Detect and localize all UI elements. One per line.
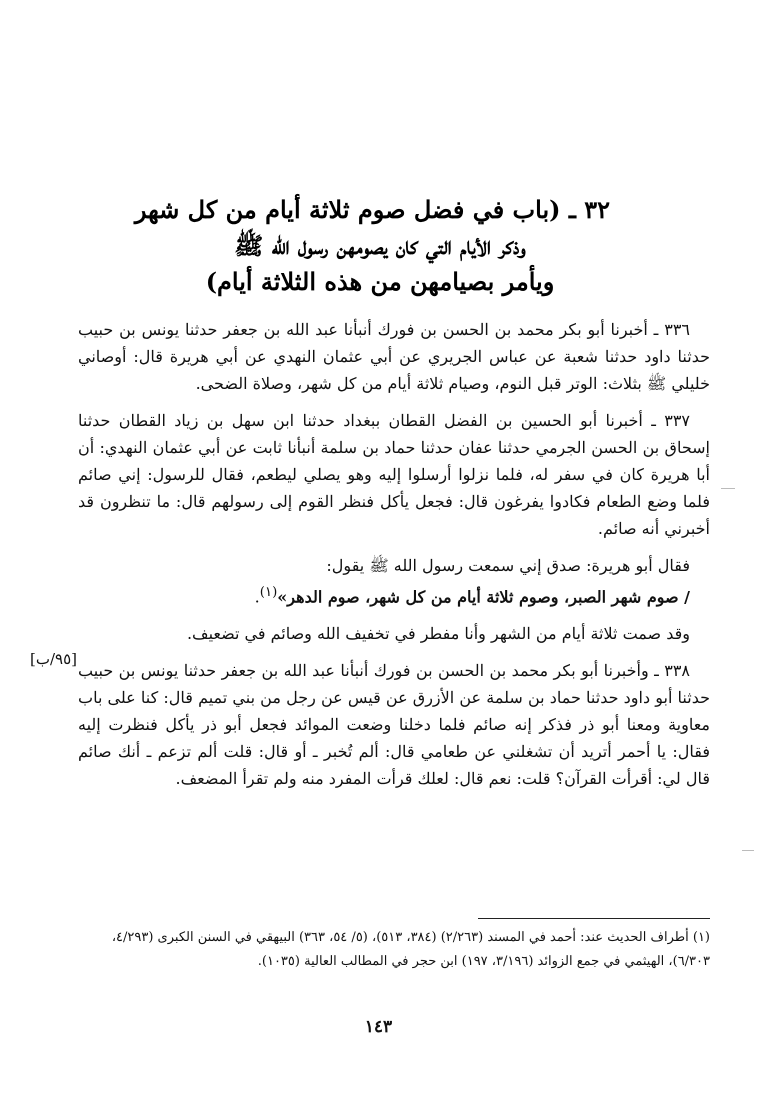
- heading-line-1: ٣٢ ـ (باب في فضل صوم ثلاثة أيام من كل شهر: [134, 195, 610, 224]
- hadith-337-quote: / صوم شهر الصبر، وصوم ثلاثة أيام من كل شهر، صوم الدهر»$^{(١)}$.: [254, 585, 690, 607]
- scan-speck: [721, 488, 735, 489]
- scan-speck: [742, 850, 754, 851]
- footnote: (١) أطراف الحديث عند: أحمد في المسند (٢/٢٦٣) (٣٨٤، ٥١٣)، (٥/ ٥٤، ٣٦٣) البيهقي في السنن الكبرى (٤/٢٩٣، ٦/٣٠٣)، الهيثمي في جمع الزوائد (٣/١٩٦، ١٩٧) ابن حجر في المطالب العالية (١٠٣٥).: [111, 930, 710, 969]
- hadith-337: ٣٣٧ ـ أخبرنا أبو الحسين بن الفضل القطان ببغداد حدثنا ابن سهل بن زياد القطان حدثنا إسحاق بن الحسن الجرمي حدثنا عفان حدثنا حماد بن سلمة أنبأنا ثابت عن أبي عثمان النهدي: أن أبا هريرة كان في سفر له، فلما نزلوا أرسلوا إليه وهو يصلي ليطعم، فقال للرسول: إني صائم فلما وضع الطعام فكادوا يفرغون قال: فجعل يأكل فنظر القوم إلى رسولهم قال: ما تنظرون قد أخبرني أنه صائم.: [78, 411, 711, 538]
- body-text: [78, 316, 710, 792]
- manuscript-folio-marker: [٩٥/ب]: [30, 650, 78, 668]
- chapter-heading: [134, 192, 610, 300]
- heading-line-3: ويأمر بصيامهن من هذه الثلاثة أيام): [205, 267, 555, 296]
- footnote-ref: (١): [259, 585, 278, 600]
- page-number: ١٤٣: [364, 1017, 393, 1037]
- hadith-336: ٣٣٦ ـ أخبرنا أبو بكر محمد بن الحسن بن فورك أنبأنا عبد الله بن جعفر حدثنا يونس بن حبيب حدثنا داود حدثنا شعبة عن عباس الجريري عن أبي عثمان النهدي عن أبي هريرة قال: أوصاني خليلي ﷺ بثلاث: الوتر قبل النوم، وصيام ثلاثة أيام من كل شهر، وصلاة الضحى.: [78, 320, 710, 393]
- heading-line-2: وذكر الأيام التي كان يصومهن رسول الله ﷺ: [234, 231, 526, 260]
- hadith-337-comment: وقد صمت ثلاثة أيام من الشهر وأنا مفطر في تخفيف الله وصائم في تضعيف.: [186, 624, 690, 644]
- quote-text: / صوم شهر الصبر، وصوم ثلاثة أيام من كل شهر، صوم الدهر»: [277, 587, 690, 607]
- hadith-338: ٣٣٨ ـ وأخبرنا أبو بكر محمد بن الحسن بن فورك أنبأنا عبد الله بن جعفر حدثنا يونس بن حبيب حدثنا أبو داود حدثنا حماد بن سلمة عن الأزرق عن قيس عن رجل من بني تميم قال: كنا على باب معاوية ومعنا أبو ذر فذكر إنه صائم فلما دخلنا وضعت الموائد فجعل أبو ذر يأكل فنظرت إليه فقال: يا أحمر أتريد أن تشغلني عن طعامي قال: ألم تُخبر ـ أو قال: قلت ألم تزعم ـ أنك صائم قال لي: أقرأت القرآن؟ قلت: نعم قال: لعلك قرأت المفرد منه ولم تقرأ المضعف.: [78, 661, 710, 789]
- footnote-divider: [478, 918, 710, 919]
- hadith-337-narration: فقال أبو هريرة: صدق إني سمعت رسول الله ﷺ يقول:: [326, 556, 690, 575]
